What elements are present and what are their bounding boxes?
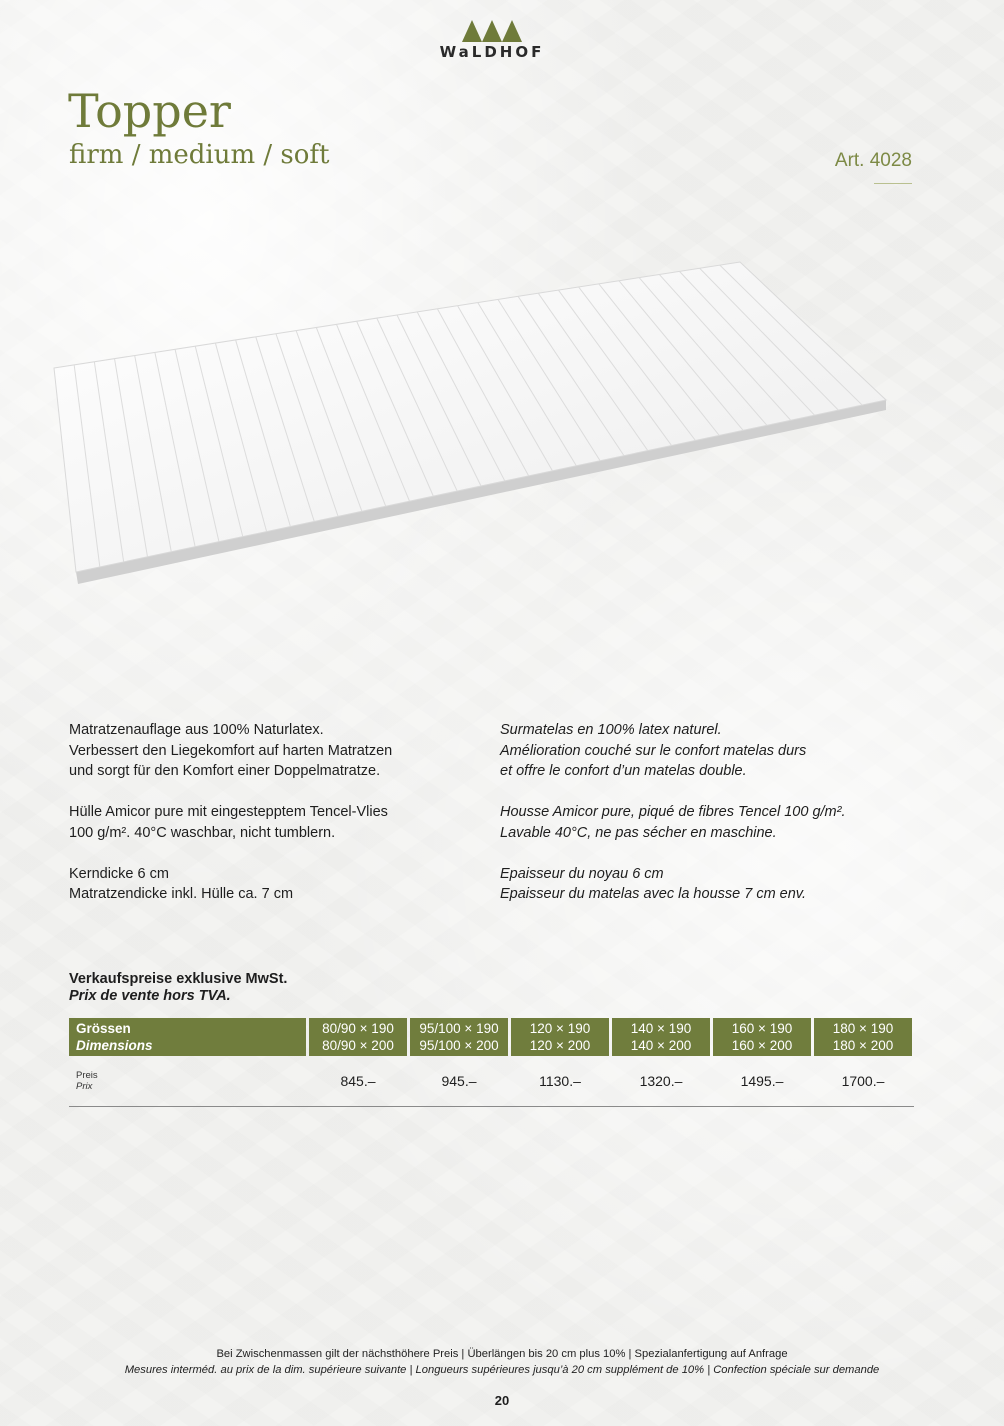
page-subtitle: firm / medium / soft [69, 140, 330, 170]
size-column-header: 180 × 190 180 × 200 [814, 1018, 912, 1056]
article-number: Art. 4028 [834, 150, 912, 171]
price-table-header [69, 1018, 914, 1056]
footer-note-fr: Mesures interméd. au prix de la dim. supérieure suivante | Longueurs supérieures jusqu’à 20 cm supplément de 10% | Confection spéciale sur demande [124, 1363, 880, 1376]
prices-heading-fr: Prix de vente hors TVA. [69, 987, 231, 1004]
size-column-header: 80/90 × 190 80/90 × 200 [309, 1018, 407, 1056]
price-cell: 1130.– [539, 1073, 581, 1089]
footer-note-de: Bei Zwischenmassen gilt der nächsthöhere Preis | Überlängen bis 20 cm plus 10% | Spezialanfertigung auf Anfrage [216, 1348, 788, 1360]
article-underline [874, 183, 912, 184]
price-cell: 1700.– [841, 1073, 885, 1089]
prices-heading [69, 971, 287, 1004]
footer-notes [0, 1347, 1004, 1378]
page-title: Topper [68, 84, 231, 138]
brand-logo [432, 18, 552, 61]
dimensions-label: Grössen Dimensions [69, 1018, 306, 1056]
price-label: Preis Prix [76, 1070, 98, 1092]
price-cell: 845.– [340, 1073, 376, 1089]
size-column-header: 95/100 × 190 95/100 × 200 [410, 1018, 508, 1056]
tree-logo-icon [462, 18, 522, 42]
size-column-header: 140 × 190 140 × 200 [612, 1018, 710, 1056]
description-fr-paragraph-2: Housse Amicor pure, piqué de fibres Tencel 100 g/m². Lavable 40°C, ne pas sécher en maschine. [500, 804, 846, 841]
size-column-header: 160 × 190 160 × 200 [713, 1018, 811, 1056]
description-de [69, 720, 469, 925]
description-de-paragraph-3: Kerndicke 6 cm Matratzendicke inkl. Hülle ca. 7 cm [69, 865, 294, 902]
page-number: 20 [494, 1393, 510, 1408]
description-fr-paragraph-3: Epaisseur du noyau 6 cm Epaisseur du matelas avec la housse 7 cm env. [500, 865, 807, 902]
size-column-header: 120 × 190 120 × 200 [511, 1018, 609, 1056]
description-de-paragraph-2: Hülle Amicor pure mit eingestepptem Tencel-Vlies 100 g/m². 40°C waschbar, nicht tumblern. [69, 804, 388, 841]
description-fr [500, 720, 920, 925]
mattress-topper-image [40, 250, 900, 595]
description-fr-paragraph-1: Surmatelas en 100% latex naturel. Amélioration couché sur le confort matelas durs et offre le confort d’un matelas double. [500, 722, 807, 779]
prices-heading-de: Verkaufspreise exklusive MwSt. [69, 971, 288, 987]
price-row [69, 1056, 914, 1107]
brand-name: WaLDHOF [439, 43, 545, 61]
price-cell: 1495.– [740, 1073, 784, 1089]
price-cell: 1320.– [639, 1073, 683, 1089]
price-cell: 945.– [441, 1073, 477, 1089]
price-table [69, 1018, 914, 1107]
description-de-paragraph-1: Matratzenauflage aus 100% Naturlatex. Verbessert den Liegekomfort auf harten Matratzen und sorgt für den Komfort einer Doppelmatratze. [69, 722, 393, 779]
